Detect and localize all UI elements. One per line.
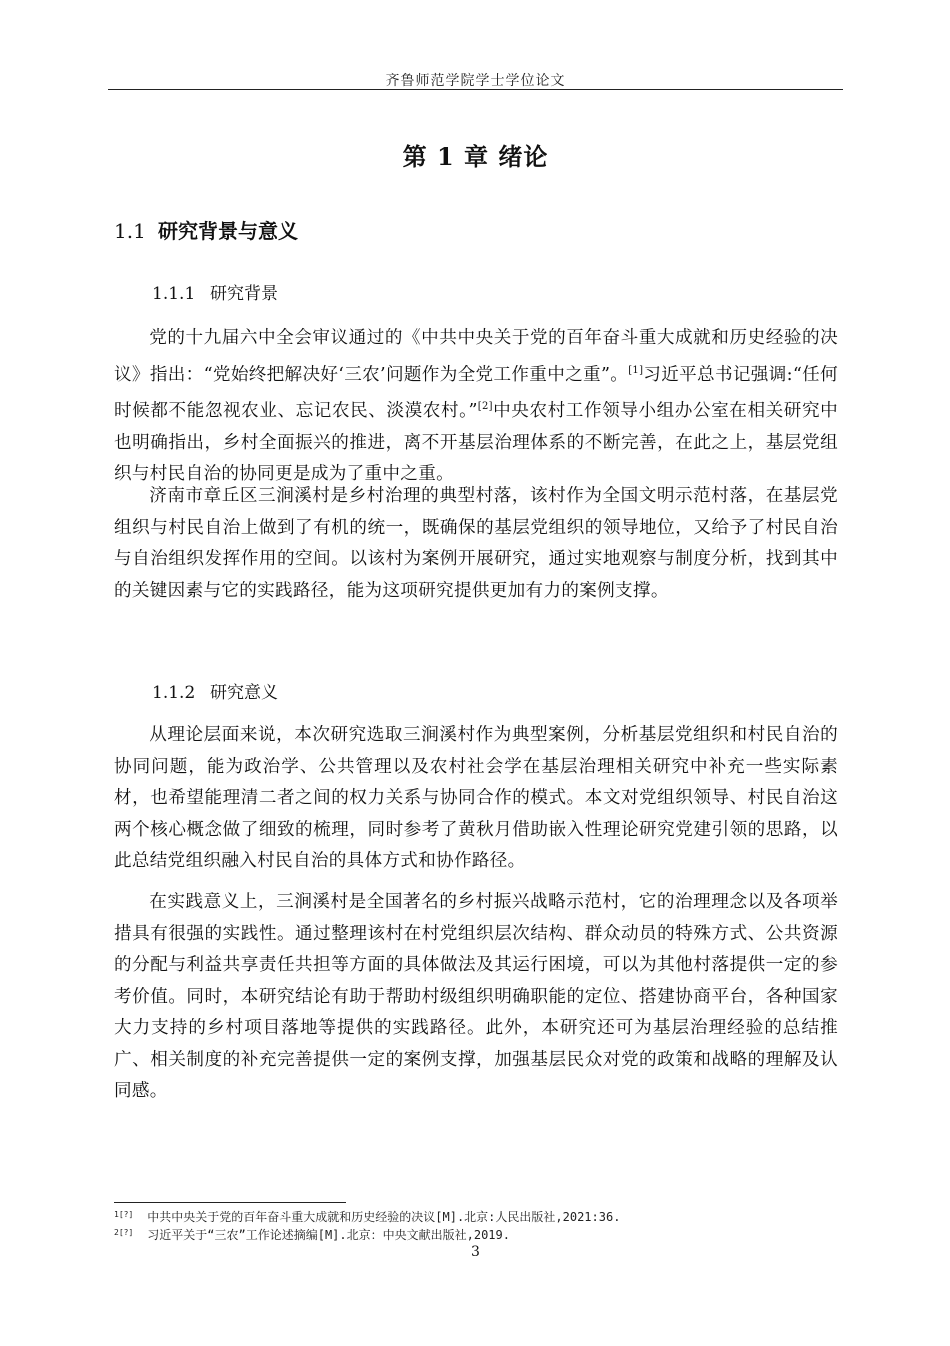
chapter-title: 第 1 章 绪论 — [402, 142, 549, 171]
section-number: 1.1 — [114, 219, 146, 243]
subsection-heading-background — [152, 279, 278, 304]
footnote-mark: 2[?] — [114, 1228, 134, 1237]
footnote-rule — [114, 1202, 346, 1203]
paragraph-text: 中央农村工作领导小组办公室在相关研究中也明确指出，乡村全面振兴的推进，离不开基层治理体系的不断完善，在此之上，基层党组织与村民自治的协同更是成为了重中之重。 — [114, 401, 839, 484]
subsection-number: 1.1.2 — [152, 683, 196, 703]
header-rule — [108, 89, 843, 90]
footnote-1 — [114, 1208, 620, 1225]
section-heading — [114, 215, 298, 244]
paragraph-significance-2: 在实践意义上，三涧溪村是全国著名的乡村振兴战略示范村，它的治理理念以及各项举措具有很强的实践性。通过整理该村在村党组织层次结构、群众动员的特殊方式、公共资源的分配与利益共享责任共担等方面的具体做法及其运行困境，可以为其他村落提供一定的参考价值。同时，本研究结论有助于帮助村级组织明确职能的定位、搭建协商平台，各种国家大力支持的乡村项目落地等提供的实践路径。此外，本研究还可为基层治理经验的总结推广、相关制度的补充完善提供一定的案例支撑，加强基层民众对党的政策和战略的理解及认同感。 — [114, 892, 838, 1101]
paragraph-significance-1: 从理论层面来说，本次研究选取三涧溪村作为典型案例，分析基层党组织和村民自治的协同问题，能为政治学、公共管理以及农村社会学在基层治理相关研究中补充一些实际素材，也希望能理清二者之间的权力关系与协同合作的模式。本文对党组织领导、村民自治这两个核心概念做了细致的梳理，同时参考了黄秋月借助嵌入性理论研究党建引领的思路，以此总结党组织融入村民自治的具体方式和协作路径。 — [114, 725, 838, 871]
subsection-title: 研究背景 — [210, 284, 278, 304]
paragraph-background-2: 济南市章丘区三涧溪村是乡村治理的典型村落，该村作为全国文明示范村落，在基层党组织与村民自治上做到了有机的统一，既确保的基层党组织的领导地位，又给予了村民自治与自治组织发挥作用的空间。以该村为案例开展研究，通过实地观察与制度分析，找到其中的关键因素与它的实践路径，能为这项研究提供更加有力的案例支撑。 — [114, 486, 838, 601]
citation-ref: [1] — [628, 364, 644, 376]
page-number: 3 — [471, 1244, 480, 1260]
subsection-heading-significance — [152, 678, 278, 703]
citation-ref: [2] — [477, 401, 493, 412]
paragraph-text: 党的十九届六中全会审议通过的《中共中央关于党的百年奋斗重大成就和历史经验的决议》指出：“党始终把解决好‘三农’问题作为全党工作重中之重”。 — [114, 328, 838, 385]
paragraph-text: 习近平总书记强调:“任何时候都不能忽视农业、忘记农民、淡漠农村。” — [114, 364, 838, 421]
footnote-text: 习近平关于“三农”工作论述摘编[M].北京：中央文献出版社,2019. — [147, 1228, 510, 1242]
section-title: 研究背景与意义 — [158, 219, 298, 243]
footnote-2 — [114, 1226, 510, 1243]
footnote-mark: 1[?] — [114, 1210, 134, 1219]
paragraph-background-1 — [114, 323, 838, 491]
subsection-title: 研究意义 — [210, 683, 278, 703]
running-header: 齐鲁师范学院学士学位论文 — [385, 73, 566, 89]
subsection-number: 1.1.1 — [152, 284, 196, 304]
footnote-text: 中共中央关于党的百年奋斗重大成就和历史经验的决议[M].北京:人民出版社,2021:36. — [147, 1210, 621, 1224]
